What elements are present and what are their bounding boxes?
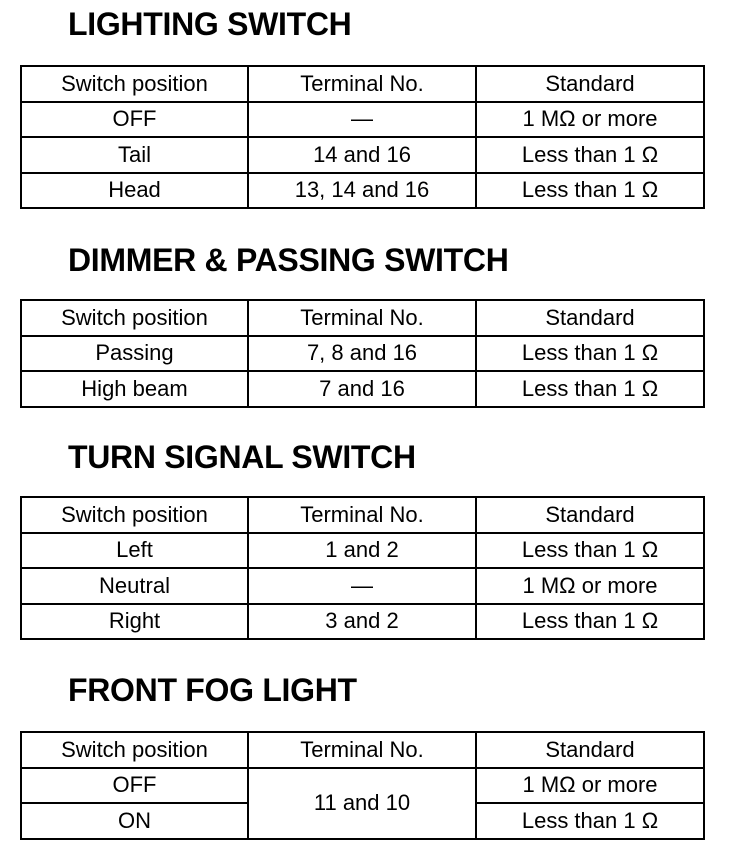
cell-standard: Less than 1 Ω	[476, 803, 704, 839]
turn-signal-switch-title: TURN SIGNAL SWITCH	[68, 439, 416, 475]
header-switch-position: Switch position	[21, 497, 248, 533]
front-fog-light-title: FRONT FOG LIGHT	[68, 672, 357, 708]
cell-switch-position: OFF	[21, 102, 248, 138]
cell-switch-position: Passing	[21, 336, 248, 372]
table-row	[21, 102, 704, 138]
cell-switch-position: Neutral	[21, 568, 248, 604]
cell-switch-position: ON	[21, 803, 248, 839]
table-row	[21, 533, 704, 569]
header-standard: Standard	[476, 300, 704, 336]
table-header-row	[21, 732, 704, 768]
table-header-row	[21, 497, 704, 533]
table-header-row	[21, 66, 704, 102]
dimmer-passing-switch-table	[20, 299, 705, 408]
cell-switch-position: Head	[21, 173, 248, 209]
table-header-row	[21, 300, 704, 336]
table-row	[21, 173, 704, 209]
cell-terminal-no: —	[248, 102, 476, 138]
cell-standard: Less than 1 Ω	[476, 137, 704, 173]
cell-standard: 1 MΩ or more	[476, 102, 704, 138]
cell-standard: 1 MΩ or more	[476, 768, 704, 804]
cell-terminal-no: 7, 8 and 16	[248, 336, 476, 372]
table-row	[21, 604, 704, 640]
lighting-switch-title: LIGHTING SWITCH	[68, 6, 352, 42]
header-terminal-no: Terminal No.	[248, 497, 476, 533]
cell-standard: Less than 1 Ω	[476, 173, 704, 209]
turn-signal-switch-table	[20, 496, 705, 640]
header-standard: Standard	[476, 732, 704, 768]
header-terminal-no: Terminal No.	[248, 300, 476, 336]
header-terminal-no: Terminal No.	[248, 66, 476, 102]
cell-standard: Less than 1 Ω	[476, 533, 704, 569]
table-row	[21, 371, 704, 407]
cell-terminal-no-merged: 11 and 10	[248, 768, 476, 839]
table-row	[21, 137, 704, 173]
cell-standard: Less than 1 Ω	[476, 336, 704, 372]
cell-switch-position: High beam	[21, 371, 248, 407]
cell-terminal-no: 3 and 2	[248, 604, 476, 640]
cell-standard: 1 MΩ or more	[476, 568, 704, 604]
cell-switch-position: Left	[21, 533, 248, 569]
header-standard: Standard	[476, 497, 704, 533]
lighting-switch-table	[20, 65, 705, 209]
header-switch-position: Switch position	[21, 300, 248, 336]
header-switch-position: Switch position	[21, 732, 248, 768]
header-switch-position: Switch position	[21, 66, 248, 102]
dimmer-passing-switch-title: DIMMER & PASSING SWITCH	[68, 242, 509, 278]
cell-switch-position: OFF	[21, 768, 248, 804]
header-standard: Standard	[476, 66, 704, 102]
cell-switch-position: Right	[21, 604, 248, 640]
cell-terminal-no: —	[248, 568, 476, 604]
header-terminal-no: Terminal No.	[248, 732, 476, 768]
cell-terminal-no: 13, 14 and 16	[248, 173, 476, 209]
cell-terminal-no: 1 and 2	[248, 533, 476, 569]
cell-standard: Less than 1 Ω	[476, 604, 704, 640]
front-fog-light-table	[20, 731, 705, 840]
cell-switch-position: Tail	[21, 137, 248, 173]
cell-standard: Less than 1 Ω	[476, 371, 704, 407]
cell-terminal-no: 14 and 16	[248, 137, 476, 173]
cell-terminal-no: 7 and 16	[248, 371, 476, 407]
table-row	[21, 568, 704, 604]
table-row	[21, 768, 704, 804]
table-row	[21, 336, 704, 372]
